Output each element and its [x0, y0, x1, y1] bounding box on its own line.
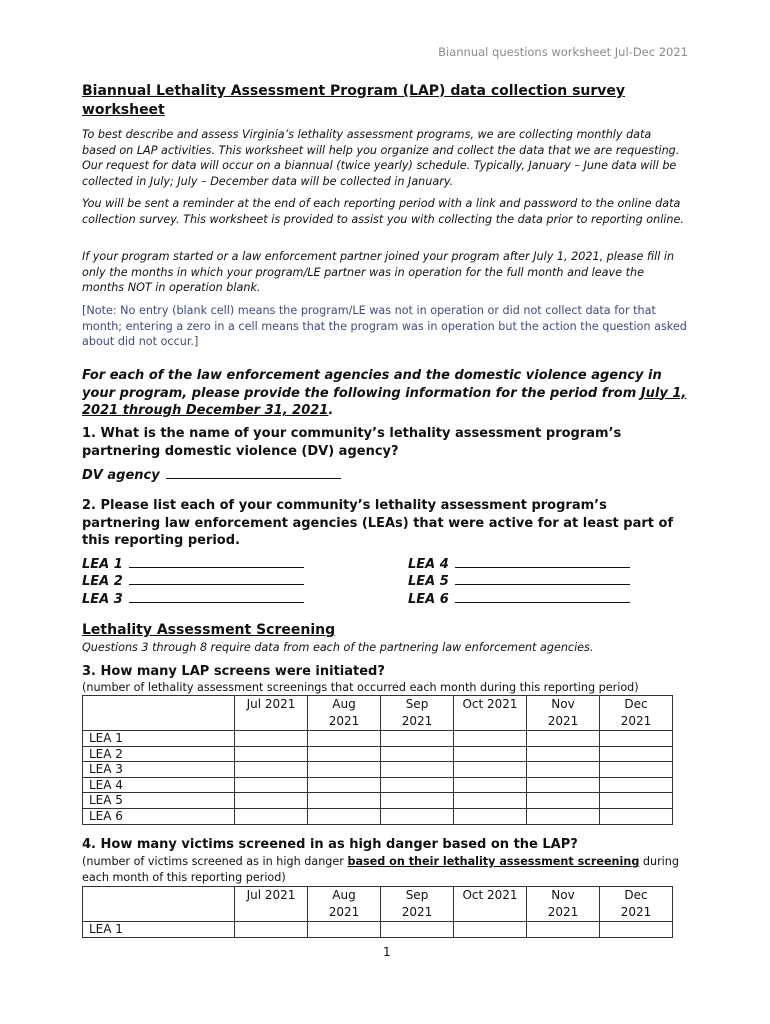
page-number: 1	[383, 945, 391, 959]
month-header: Nov 2021	[527, 696, 600, 731]
note-paragraph: [Note: No entry (blank cell) means the program/LE was not in operation or did not collect data for that month; entering a zero in a cell means that the program was in operation but the action the question asked about did not occur.]	[82, 304, 687, 349]
row-label: LEA 6	[83, 808, 235, 824]
lea-input-line[interactable]	[129, 572, 304, 585]
data-cell[interactable]	[235, 922, 308, 938]
table-row	[83, 762, 673, 778]
question-3-sub: (number of lethality assessment screenings that occurred each month during this reporting period)	[82, 681, 639, 694]
lea-field-6	[408, 590, 630, 609]
table-header-row	[83, 696, 673, 731]
table-header-row	[83, 887, 673, 922]
row-label: LEA 4	[83, 777, 235, 793]
month-header: Nov 2021	[527, 887, 600, 922]
data-cell[interactable]	[308, 777, 381, 793]
row-label: LEA 5	[83, 793, 235, 809]
table-row	[83, 777, 673, 793]
table-row	[83, 731, 673, 747]
instruction-lead: For each of the law enforcement agencies and the domestic violence agency in your program, please provide the following information for the period from	[82, 368, 662, 401]
data-cell[interactable]	[454, 762, 527, 778]
data-cell[interactable]	[381, 922, 454, 938]
lea-field-4	[408, 555, 630, 574]
data-cell[interactable]	[600, 762, 673, 778]
data-cell[interactable]	[600, 793, 673, 809]
data-cell[interactable]	[454, 922, 527, 938]
data-cell[interactable]	[308, 762, 381, 778]
data-cell[interactable]	[454, 731, 527, 747]
q4-sub-emphasis: based on their lethality assessment screening	[347, 855, 640, 868]
running-header: Biannual questions worksheet Jul-Dec 2021	[438, 45, 688, 59]
lea-label: LEA 4	[408, 557, 449, 572]
lea-field-1	[82, 555, 304, 574]
data-cell[interactable]	[235, 731, 308, 747]
data-cell[interactable]	[527, 746, 600, 762]
row-label: LEA 1	[83, 922, 235, 938]
table-corner-cell	[83, 887, 235, 922]
data-cell[interactable]	[235, 777, 308, 793]
month-header: Dec 2021	[600, 696, 673, 731]
data-cell[interactable]	[454, 746, 527, 762]
data-cell[interactable]	[527, 808, 600, 824]
month-header: Oct 2021	[454, 696, 527, 731]
lea-input-line[interactable]	[455, 555, 630, 568]
lea-label: LEA 2	[82, 574, 123, 589]
data-cell[interactable]	[381, 777, 454, 793]
month-header: Sep 2021	[381, 696, 454, 731]
page-title: Biannual Lethality Assessment Program (LAP) data collection survey worksheet	[82, 83, 626, 118]
month-header: Dec 2021	[600, 887, 673, 922]
data-cell[interactable]	[381, 746, 454, 762]
question-2: 2. Please list each of your community’s lethality assessment program’s partnering law enforcement agencies (LEAs) that were active for at least part of this reporting period.	[82, 498, 674, 548]
data-cell[interactable]	[600, 731, 673, 747]
intro-paragraph-3: If your program started or a law enforcement partner joined your program after July 1, 2021, please fill in only the months in which your program/LE partner was in operation for the full month and leave the months NOT in operation blank.	[82, 250, 675, 295]
lea-field-5	[408, 572, 630, 591]
row-label: LEA 1	[83, 731, 235, 747]
lea-label: LEA 6	[408, 592, 449, 607]
q4-sub-post: during each month of this reporting period)	[82, 855, 679, 884]
data-cell[interactable]	[308, 746, 381, 762]
data-cell[interactable]	[600, 746, 673, 762]
month-header: Sep 2021	[381, 887, 454, 922]
lea-input-line[interactable]	[455, 590, 630, 603]
data-cell[interactable]	[308, 808, 381, 824]
section-subtitle: Questions 3 through 8 require data from each of the partnering law enforcement agencies.	[82, 641, 594, 654]
question-3: 3. How many LAP screens were initiated?	[82, 664, 385, 679]
lea-input-line[interactable]	[455, 572, 630, 585]
month-header: Aug 2021	[308, 887, 381, 922]
q3-table	[82, 695, 673, 825]
instruction-period: July 1, 2021 through December 31, 2021	[82, 385, 687, 418]
lea-input-line[interactable]	[129, 590, 304, 603]
month-header: Jul 2021	[235, 696, 308, 731]
month-header: Oct 2021	[454, 887, 527, 922]
lea-field-2	[82, 572, 304, 591]
data-cell[interactable]	[308, 922, 381, 938]
data-cell[interactable]	[308, 731, 381, 747]
intro-paragraph-1: To best describe and assess Virginia’s lethality assessment programs, we are collecting monthly data based on LAP activities. This worksheet will help you organize and collect the data that we are requesting. Our request for data will occur on a biannual (twice yearly) schedule. Typically, January – June data will be collected in July; July – December data will be collected in January.	[82, 128, 680, 189]
data-cell[interactable]	[235, 746, 308, 762]
data-cell[interactable]	[527, 793, 600, 809]
lea-field-3	[82, 590, 304, 609]
data-cell[interactable]	[381, 731, 454, 747]
table-row	[83, 922, 673, 938]
data-cell[interactable]	[454, 777, 527, 793]
data-cell[interactable]	[235, 808, 308, 824]
intro-paragraph-2: You will be sent a reminder at the end of each reporting period with a link and password to the online data collection survey. This worksheet is provided to assist you with collecting the data prior to reporting online.	[82, 197, 684, 226]
data-cell[interactable]	[381, 808, 454, 824]
table-row	[83, 746, 673, 762]
dv-agency-label: DV agency	[82, 468, 160, 483]
table-row	[83, 793, 673, 809]
data-cell[interactable]	[235, 762, 308, 778]
data-cell[interactable]	[235, 793, 308, 809]
question-4: 4. How many victims screened in as high danger based on the LAP?	[82, 837, 578, 852]
data-cell[interactable]	[454, 808, 527, 824]
data-cell[interactable]	[527, 922, 600, 938]
lea-label: LEA 5	[408, 574, 449, 589]
data-cell[interactable]	[600, 808, 673, 824]
table-corner-cell	[83, 696, 235, 731]
data-cell[interactable]	[600, 777, 673, 793]
month-header: Jul 2021	[235, 887, 308, 922]
lea-input-line[interactable]	[129, 555, 304, 568]
data-cell[interactable]	[600, 922, 673, 938]
question-1: 1. What is the name of your community’s lethality assessment program’s partnering domestic violence (DV) agency?	[82, 426, 622, 459]
section-title: Lethality Assessment Screening	[82, 622, 336, 638]
dv-agency-input-line[interactable]	[166, 466, 341, 479]
data-cell[interactable]	[527, 762, 600, 778]
instruction-paragraph	[82, 367, 688, 420]
lea-label: LEA 1	[82, 557, 123, 572]
q4-table	[82, 886, 673, 938]
row-label: LEA 3	[83, 762, 235, 778]
data-cell[interactable]	[308, 793, 381, 809]
month-header: Aug 2021	[308, 696, 381, 731]
dv-agency-field	[82, 466, 688, 485]
data-cell[interactable]	[527, 731, 600, 747]
question-4-sub	[82, 854, 688, 886]
q4-sub-pre: (number of victims screened as in high danger	[82, 855, 348, 868]
lea-label: LEA 3	[82, 592, 123, 607]
instruction-end: .	[328, 403, 334, 418]
data-cell[interactable]	[381, 762, 454, 778]
data-cell[interactable]	[454, 793, 527, 809]
data-cell[interactable]	[527, 777, 600, 793]
row-label: LEA 2	[83, 746, 235, 762]
table-row	[83, 808, 673, 824]
data-cell[interactable]	[381, 793, 454, 809]
